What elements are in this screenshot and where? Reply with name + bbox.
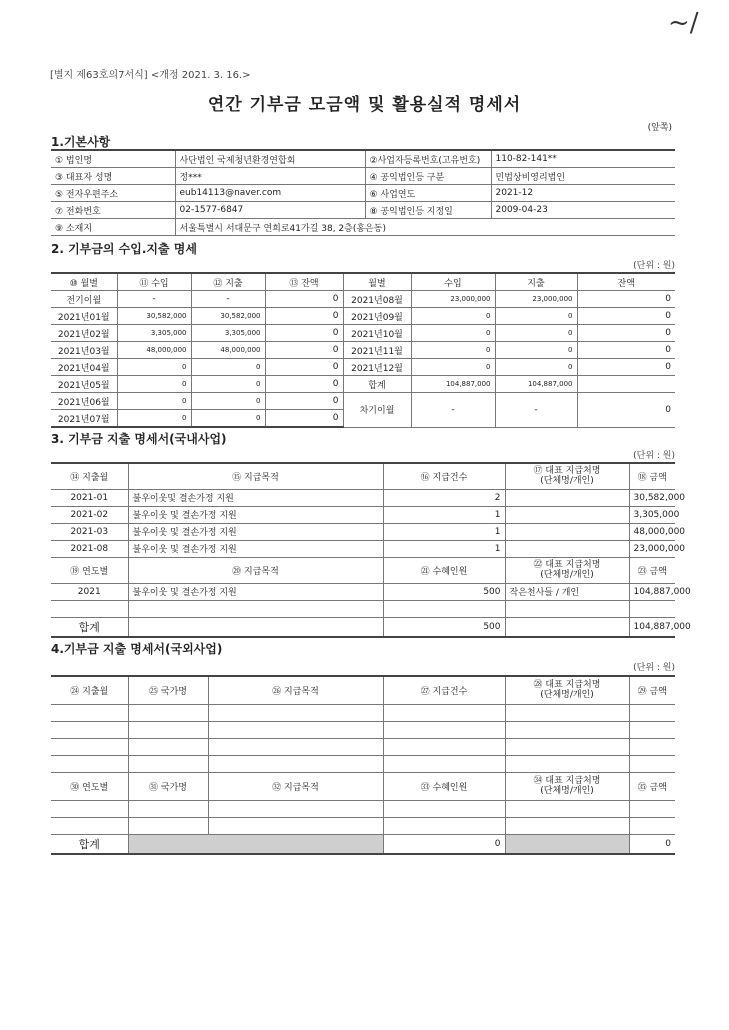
section4-heading: 4.기부금 지출 명세서(국외사업) [51,642,223,656]
balance: 0 [265,410,343,428]
col-header: ⑭ 지출월 [51,463,128,489]
field-value: 2009-04-23 [491,202,675,219]
count: 1 [383,523,505,540]
month: 전기이월 [51,291,117,308]
balance: 0 [265,308,343,325]
expense: 0 [495,342,577,359]
field-label: ⑤ 전자우편주소 [51,185,175,202]
field-label: ⑧ 공익법인등 지정일 [365,202,491,219]
balance: 0 [265,325,343,342]
month: 2021년10월 [343,325,411,342]
total-label: 합계 [51,834,128,854]
section2-heading: 2. 기부금의 수입.지출 명세 [51,242,197,256]
recipient [505,506,629,523]
expense-month: 2021-02 [51,506,128,523]
table-row [51,359,675,376]
amount: 30,582,000 [629,489,675,506]
total-count: 0 [383,834,505,854]
purpose: 불우이웃 및 결손가정 지원 [128,583,383,600]
table-row [51,583,675,600]
col-header: ㉙ 금액 [629,676,675,704]
expense: 0 [495,325,577,342]
carry-forward-label: 차기이월 [343,393,411,428]
field-label: ① 법인명 [51,150,175,168]
col-header: ㉝ 수혜인원 [383,772,505,800]
income: - [411,393,495,428]
document-title: 연간 기부금 모금액 및 활용실적 명세서 [207,95,522,115]
income: 3,305,000 [117,325,191,342]
table-row-empty [51,704,675,721]
month: 2021년12월 [343,359,411,376]
overseas-expense-table [51,675,675,855]
field-value: 02-1577-6847 [175,202,365,219]
form-reference: [별지 제63호의7서식] <개정 2021. 3. 16.> [50,70,251,81]
expense: - [191,291,265,308]
amount: 23,000,000 [629,540,675,557]
field-value: 민법상비영리법인 [491,168,675,185]
header-row [51,772,675,800]
expense: - [495,393,577,428]
purpose: 불우이웃 및 결손가정 지원 [128,540,383,557]
section1-heading: 1.기본사항 [51,135,111,149]
unit-label: (단위 : 원) [633,451,675,461]
income: - [117,291,191,308]
count: 1 [383,540,505,557]
col-header: ㉘ 대표 지급처명 (단체명/개인) [505,676,629,704]
header-row [51,463,675,489]
balance [577,376,675,393]
field-value: 사단법인 국제청년환경연합회 [175,150,365,168]
table-row [51,342,675,359]
balance: 0 [577,308,675,325]
expense: 30,582,000 [191,308,265,325]
balance: 0 [265,393,343,410]
month: 2021년08월 [343,291,411,308]
field-label: ⑦ 전화번호 [51,202,175,219]
basic-row [51,185,675,202]
col-header: ⑳ 지급목적 [128,557,383,583]
balance: 0 [577,359,675,376]
expense: 0 [191,376,265,393]
col-header: ⑫ 지출 [191,273,265,291]
count: 2 [383,489,505,506]
expense: 23,000,000 [495,291,577,308]
section3-heading: 3. 기부금 지출 명세서(국내사업) [51,432,227,446]
total-row [51,617,675,637]
income: 0 [411,359,495,376]
field-value: 2021-12 [491,185,675,202]
count: 1 [383,506,505,523]
header-row [51,676,675,704]
income-expense-table [51,272,675,428]
table-row-empty [51,721,675,738]
table-row-empty [51,800,675,817]
recipient [505,540,629,557]
month: 2021년05월 [51,376,117,393]
balance: 0 [577,342,675,359]
basic-row [51,202,675,219]
balance: 0 [265,291,343,308]
expense-month: 2021-08 [51,540,128,557]
col-header: ㉟ 금액 [629,772,675,800]
col-header: ⑩ 월별 [51,273,117,291]
basic-info-table [51,149,675,236]
balance: 0 [265,376,343,393]
col-header: ⑰ 대표 지급처명 (단체명/개인) [505,463,629,489]
field-label: ③ 대표자 성명 [51,168,175,185]
income: 0 [117,376,191,393]
expense: 0 [495,308,577,325]
balance: 0 [577,325,675,342]
field-value: 정*** [175,168,365,185]
col-header: ⑪ 수입 [117,273,191,291]
balance: 0 [265,342,343,359]
col-header: ㉚ 연도별 [51,772,128,800]
expense: 104,887,000 [495,376,577,393]
year: 2021 [51,583,128,600]
income: 0 [117,393,191,410]
table-row [51,376,675,393]
col-header: ㉞ 대표 지급처명 (단체명/개인) [505,772,629,800]
month: 2021년02월 [51,325,117,342]
total-row [51,834,675,854]
col-header: ㉗ 지급건수 [383,676,505,704]
amount: 104,887,000 [629,583,675,600]
domestic-expense-table [51,462,691,638]
col-header: 잔액 [577,273,675,291]
unit-label: (단위 : 원) [633,663,675,673]
expense: 0 [191,410,265,428]
expense-month: 2021-01 [51,489,128,506]
expense: 0 [495,359,577,376]
income: 0 [411,325,495,342]
amount: 48,000,000 [629,523,675,540]
front-page-label: (앞쪽) [647,123,672,133]
basic-row [51,168,675,185]
table-row [51,291,675,308]
field-value: 110-82-141** [491,150,675,168]
purpose: 불우이웃및 결손가정 지원 [128,489,383,506]
month: 2021년01월 [51,308,117,325]
purpose: 불우이웃 및 결손가정 지원 [128,506,383,523]
total-count: 500 [383,617,505,637]
handwritten-mark: ~/ [668,8,699,38]
month: 2021년03월 [51,342,117,359]
total-amount: 0 [629,834,675,854]
col-header: ⑲ 연도별 [51,557,128,583]
col-header: ㉖ 지급목적 [208,676,383,704]
col-header: ㉜ 지급목적 [208,772,383,800]
expense-month: 2021-03 [51,523,128,540]
table-row [51,523,675,540]
income: 104,887,000 [411,376,495,393]
income: 0 [411,342,495,359]
col-header: 월별 [343,273,411,291]
recipient [505,489,629,506]
balance: 0 [577,393,675,428]
field-label: ⑨ 소재지 [51,219,175,236]
basic-row-address [51,219,675,236]
col-header: ⑱ 금액 [629,463,675,489]
recipient: 작은천사들 / 개인 [505,583,629,600]
table-row [51,325,675,342]
recipient [505,523,629,540]
unit-label: (단위 : 원) [633,261,675,271]
month: 2021년06월 [51,393,117,410]
table-row [51,540,675,557]
total-label: 합계 [51,617,128,637]
amount: 3,305,000 [629,506,675,523]
table-row [51,308,675,325]
header-row [51,273,675,291]
month: 2021년09월 [343,308,411,325]
income: 23,000,000 [411,291,495,308]
total-amount: 104,887,000 [629,617,675,637]
income: 30,582,000 [117,308,191,325]
income: 48,000,000 [117,342,191,359]
col-header: ㉒ 대표 지급처명 (단체명/개인) [505,557,629,583]
purpose: 불우이웃 및 결손가정 지원 [128,523,383,540]
table-row [51,489,675,506]
income: 0 [117,410,191,428]
beneficiaries: 500 [383,583,505,600]
income: 0 [411,308,495,325]
table-row [51,393,675,410]
expense: 3,305,000 [191,325,265,342]
col-header: ⑮ 지급목적 [128,463,383,489]
col-header: ㉔ 지출월 [51,676,128,704]
expense: 0 [191,393,265,410]
col-header: ㉑ 수혜인원 [383,557,505,583]
col-header: ⑬ 잔액 [265,273,343,291]
expense: 0 [191,359,265,376]
month: 2021년11월 [343,342,411,359]
expense: 48,000,000 [191,342,265,359]
col-header: ㉛ 국가명 [128,772,208,800]
table-row-empty [51,817,675,834]
col-header: ㉓ 금액 [629,557,675,583]
col-header: 지출 [495,273,577,291]
month: 2021년07월 [51,410,117,428]
table-row-empty [51,600,675,617]
table-row-empty [51,738,675,755]
balance: 0 [265,359,343,376]
table-row [51,506,675,523]
col-header: ⑯ 지급건수 [383,463,505,489]
field-label: ②사업자등록번호(고유번호) [365,150,491,168]
field-value: 서울특별시 서대문구 연희로41가길 38, 2층(홍은동) [175,219,675,236]
field-label: ④ 공익법인등 구분 [365,168,491,185]
table-row-empty [51,755,675,772]
income: 0 [117,359,191,376]
field-value: eub14113@naver.com [175,185,365,202]
col-header: 수입 [411,273,495,291]
field-label: ⑥ 사업연도 [365,185,491,202]
total-label: 합계 [343,376,411,393]
header-row [51,557,675,583]
month: 2021년04월 [51,359,117,376]
balance: 0 [577,291,675,308]
basic-row [51,150,675,168]
col-header: ㉕ 국가명 [128,676,208,704]
